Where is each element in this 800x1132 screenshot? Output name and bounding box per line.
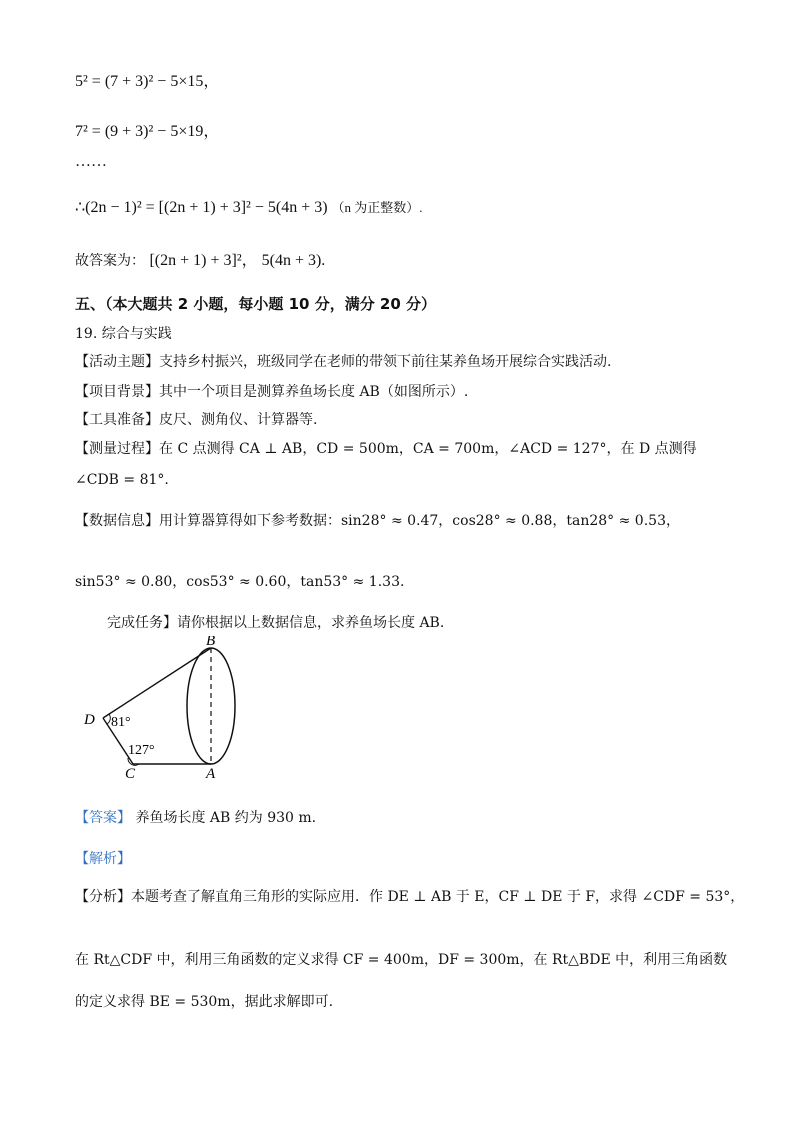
fishpond-figure bbox=[78, 636, 258, 782]
label-c: C bbox=[125, 766, 136, 782]
data-info-1: 【数据信息】用计算器算得如下参考数据：sin28° ≈ 0.47，cos28° ≈ 0.88，tan28° ≈ 0.53， bbox=[75, 513, 680, 529]
data-info-2: sin53° ≈ 0.80，cos53° ≈ 0.60，tan53° ≈ 1.33. bbox=[75, 574, 405, 590]
analysis-line-2: 在 Rt△CDF 中，利用三角函数的定义求得 CF = 400m，DF = 300m，在 Rt△BDE 中，利用三角函数 bbox=[75, 952, 728, 968]
answer-line bbox=[75, 251, 325, 271]
project-background: 【项目背景】其中一个项目是测算养鱼场长度 AB（如图所示）. bbox=[75, 384, 469, 400]
analysis-line-1: 【分析】本题考查了解直角三角形的实际应用．作 DE ⊥ AB 于 E，CF ⊥ DE 于 F，求得 ∠CDF = 53°， bbox=[75, 889, 745, 905]
answer-prefix: 故答案为： bbox=[75, 253, 145, 269]
activity-theme: 【活动主题】支持乡村振兴，班级同学在老师的带领下前往某养鱼场开展综合实践活动. bbox=[75, 354, 612, 370]
equation-line-1: 5² = (7 + 3)² − 5×15， bbox=[75, 73, 220, 90]
angle-d-label: 81° bbox=[111, 715, 131, 730]
section-title: 五、（本大题共 2 小题，每小题 10 分，满分 20 分） bbox=[75, 295, 437, 313]
measure-process-2: ∠CDB = 81°. bbox=[75, 472, 169, 488]
ellipsis: …… bbox=[75, 153, 107, 170]
equation-note: （n 为正整数）. bbox=[331, 200, 423, 215]
answer-text: 养鱼场长度 AB 约为 930 m. bbox=[135, 810, 317, 826]
segment-db bbox=[103, 648, 211, 718]
analysis-tag: 【解析】 bbox=[75, 851, 131, 867]
measure-process-1: 【测量过程】在 C 点测得 CA ⊥ AB，CD = 500m，CA = 700m，∠ACD = 127°，在 D 点测得 bbox=[75, 441, 697, 457]
question-number: 19. 综合与实践 bbox=[75, 326, 172, 342]
equation-line-3 bbox=[75, 198, 423, 218]
task: 完成任务】请你根据以上数据信息，求养鱼场长度 AB. bbox=[107, 615, 445, 631]
equation-line-2: 7² = (9 + 3)² − 5×19， bbox=[75, 123, 220, 140]
analysis-line-3: 的定义求得 BE = 530m，据此求解即可. bbox=[75, 994, 334, 1010]
answer-value: [(2n + 1) + 3]²， 5(4n + 3). bbox=[149, 252, 326, 269]
answer-tag: 【答案】 bbox=[75, 810, 131, 826]
label-d: D bbox=[84, 712, 95, 728]
label-a: A bbox=[206, 766, 216, 782]
equation-main: ∴(2n − 1)² = [(2n + 1) + 3]² − 5(4n + 3) bbox=[75, 199, 328, 216]
tools-prep: 【工具准备】皮尺、测角仪、计算器等. bbox=[75, 412, 318, 428]
answer-row bbox=[75, 808, 316, 828]
angle-c-label: 127° bbox=[128, 743, 155, 758]
label-b: B bbox=[206, 636, 216, 649]
